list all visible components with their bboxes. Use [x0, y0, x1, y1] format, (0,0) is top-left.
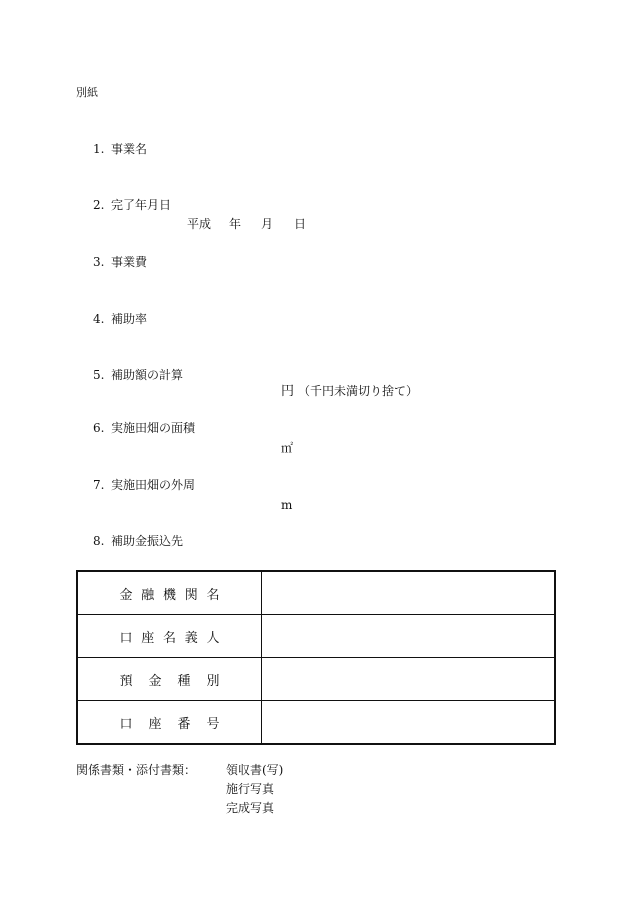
deposit-type-value-cell[interactable]: [262, 658, 556, 701]
attachment-label: 別紙: [76, 86, 98, 99]
item-number: 1.: [93, 142, 105, 156]
month-label: 月: [261, 217, 274, 231]
account-holder-label: 口座名義人: [119, 630, 220, 646]
item-label: 補助額の計算: [111, 368, 184, 382]
item-6: [93, 420, 195, 436]
item-7: [93, 477, 195, 493]
table-row: [77, 701, 555, 745]
account-number-label: 口座番号: [119, 716, 220, 732]
item-label: 事業費: [111, 255, 148, 269]
item-label: 実施田畑の外周: [111, 478, 196, 492]
related-docs-label: 関係書類・添付書類：: [76, 763, 197, 777]
related-doc-construction-photo: 施行写真: [226, 782, 275, 796]
year-label: 年: [229, 217, 242, 231]
area-unit: ㎡: [281, 441, 294, 455]
related-doc-receipt: 領収書(写): [226, 763, 284, 777]
item-label: 完了年月日: [111, 198, 172, 212]
bank-name-label-cell: [77, 571, 262, 615]
table-row: [77, 615, 555, 658]
item-4: [93, 311, 147, 327]
day-label: 日: [294, 217, 307, 231]
deposit-type-label: 預金種別: [119, 673, 220, 689]
account-holder-value-cell[interactable]: [262, 615, 556, 658]
rounding-note: （千円未満切り捨て）: [298, 384, 419, 398]
account-number-value-cell[interactable]: [262, 701, 556, 745]
item-number: 3.: [93, 255, 105, 269]
item-number: 6.: [93, 421, 105, 435]
item-number: 7.: [93, 478, 105, 492]
item-label: 事業名: [111, 142, 148, 156]
item-3: [93, 254, 147, 270]
item-number: 5.: [93, 368, 105, 382]
item-label: 実施田畑の面積: [111, 421, 196, 435]
deposit-type-label-cell: [77, 658, 262, 701]
date-line: [187, 216, 306, 232]
item-number: 4.: [93, 312, 105, 326]
item-5: [93, 367, 183, 383]
perimeter-unit: m: [281, 498, 293, 512]
item-number: 8.: [93, 534, 105, 548]
era-label: 平成: [187, 217, 212, 231]
item-label: 補助率: [111, 312, 148, 326]
item-1: [93, 141, 147, 157]
bank-name-label: 金融機関名: [119, 587, 220, 603]
table-row: [77, 571, 555, 615]
account-number-label-cell: [77, 701, 262, 745]
table-row: [77, 658, 555, 701]
subsidy-amount-line: [281, 383, 418, 400]
related-doc-completion-photo: 完成写真: [226, 801, 275, 815]
item-number: 2.: [93, 198, 105, 212]
account-holder-label-cell: [77, 615, 262, 658]
bank-account-table: [76, 570, 556, 745]
item-8: [93, 533, 183, 549]
yen-unit: 円: [281, 384, 295, 399]
item-2: [93, 197, 171, 213]
bank-name-value-cell[interactable]: [262, 571, 556, 615]
item-label: 補助金振込先: [111, 534, 184, 548]
